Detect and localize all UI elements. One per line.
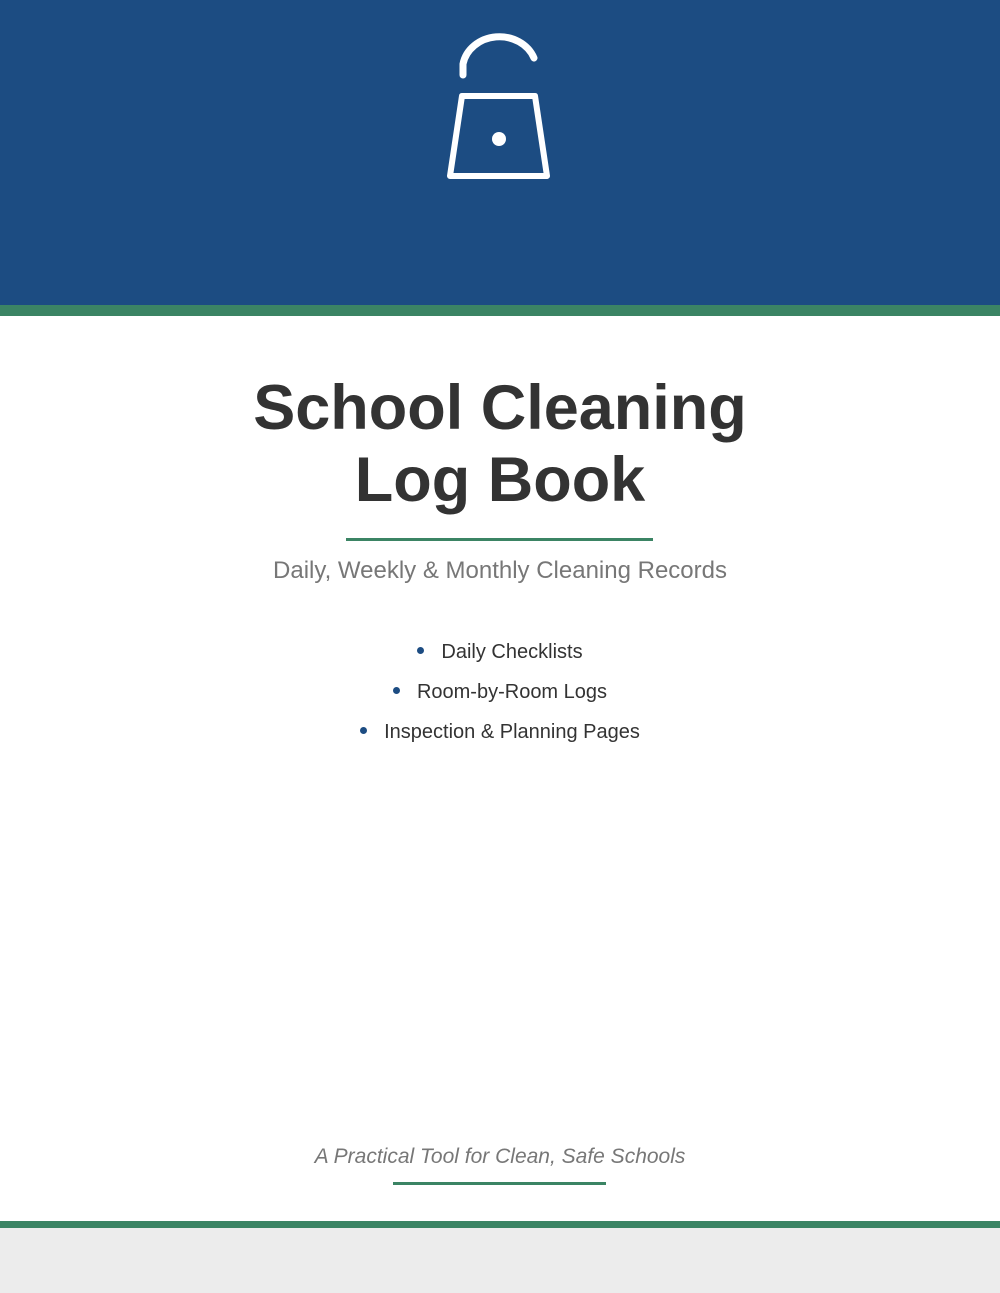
header-band bbox=[0, 0, 1000, 305]
cover-subtitle: Daily, Weekly & Monthly Cleaning Records bbox=[273, 557, 727, 584]
cover-title bbox=[0, 372, 1000, 516]
list-item bbox=[0, 672, 1000, 712]
open-padlock-icon bbox=[440, 26, 560, 186]
title-line-2: Log Book bbox=[354, 445, 646, 515]
title-line-1: School Cleaning bbox=[253, 373, 747, 443]
feature-list bbox=[0, 632, 1000, 752]
footer-band bbox=[0, 1228, 1000, 1293]
cover-tagline: A Practical Tool for Clean, Safe Schools bbox=[314, 1145, 686, 1168]
feature-label: Inspection & Planning Pages bbox=[384, 721, 640, 743]
header-accent-stripe bbox=[0, 305, 1000, 316]
list-item bbox=[0, 712, 1000, 752]
bullet-icon bbox=[393, 687, 400, 694]
footer-accent-stripe bbox=[0, 1221, 1000, 1228]
bullet-icon bbox=[417, 647, 424, 654]
bullet-icon bbox=[360, 727, 367, 734]
title-divider bbox=[346, 538, 653, 541]
feature-label: Daily Checklists bbox=[441, 641, 583, 663]
feature-label: Room-by-Room Logs bbox=[416, 681, 608, 703]
tagline-divider bbox=[393, 1182, 606, 1185]
list-item bbox=[0, 632, 1000, 672]
